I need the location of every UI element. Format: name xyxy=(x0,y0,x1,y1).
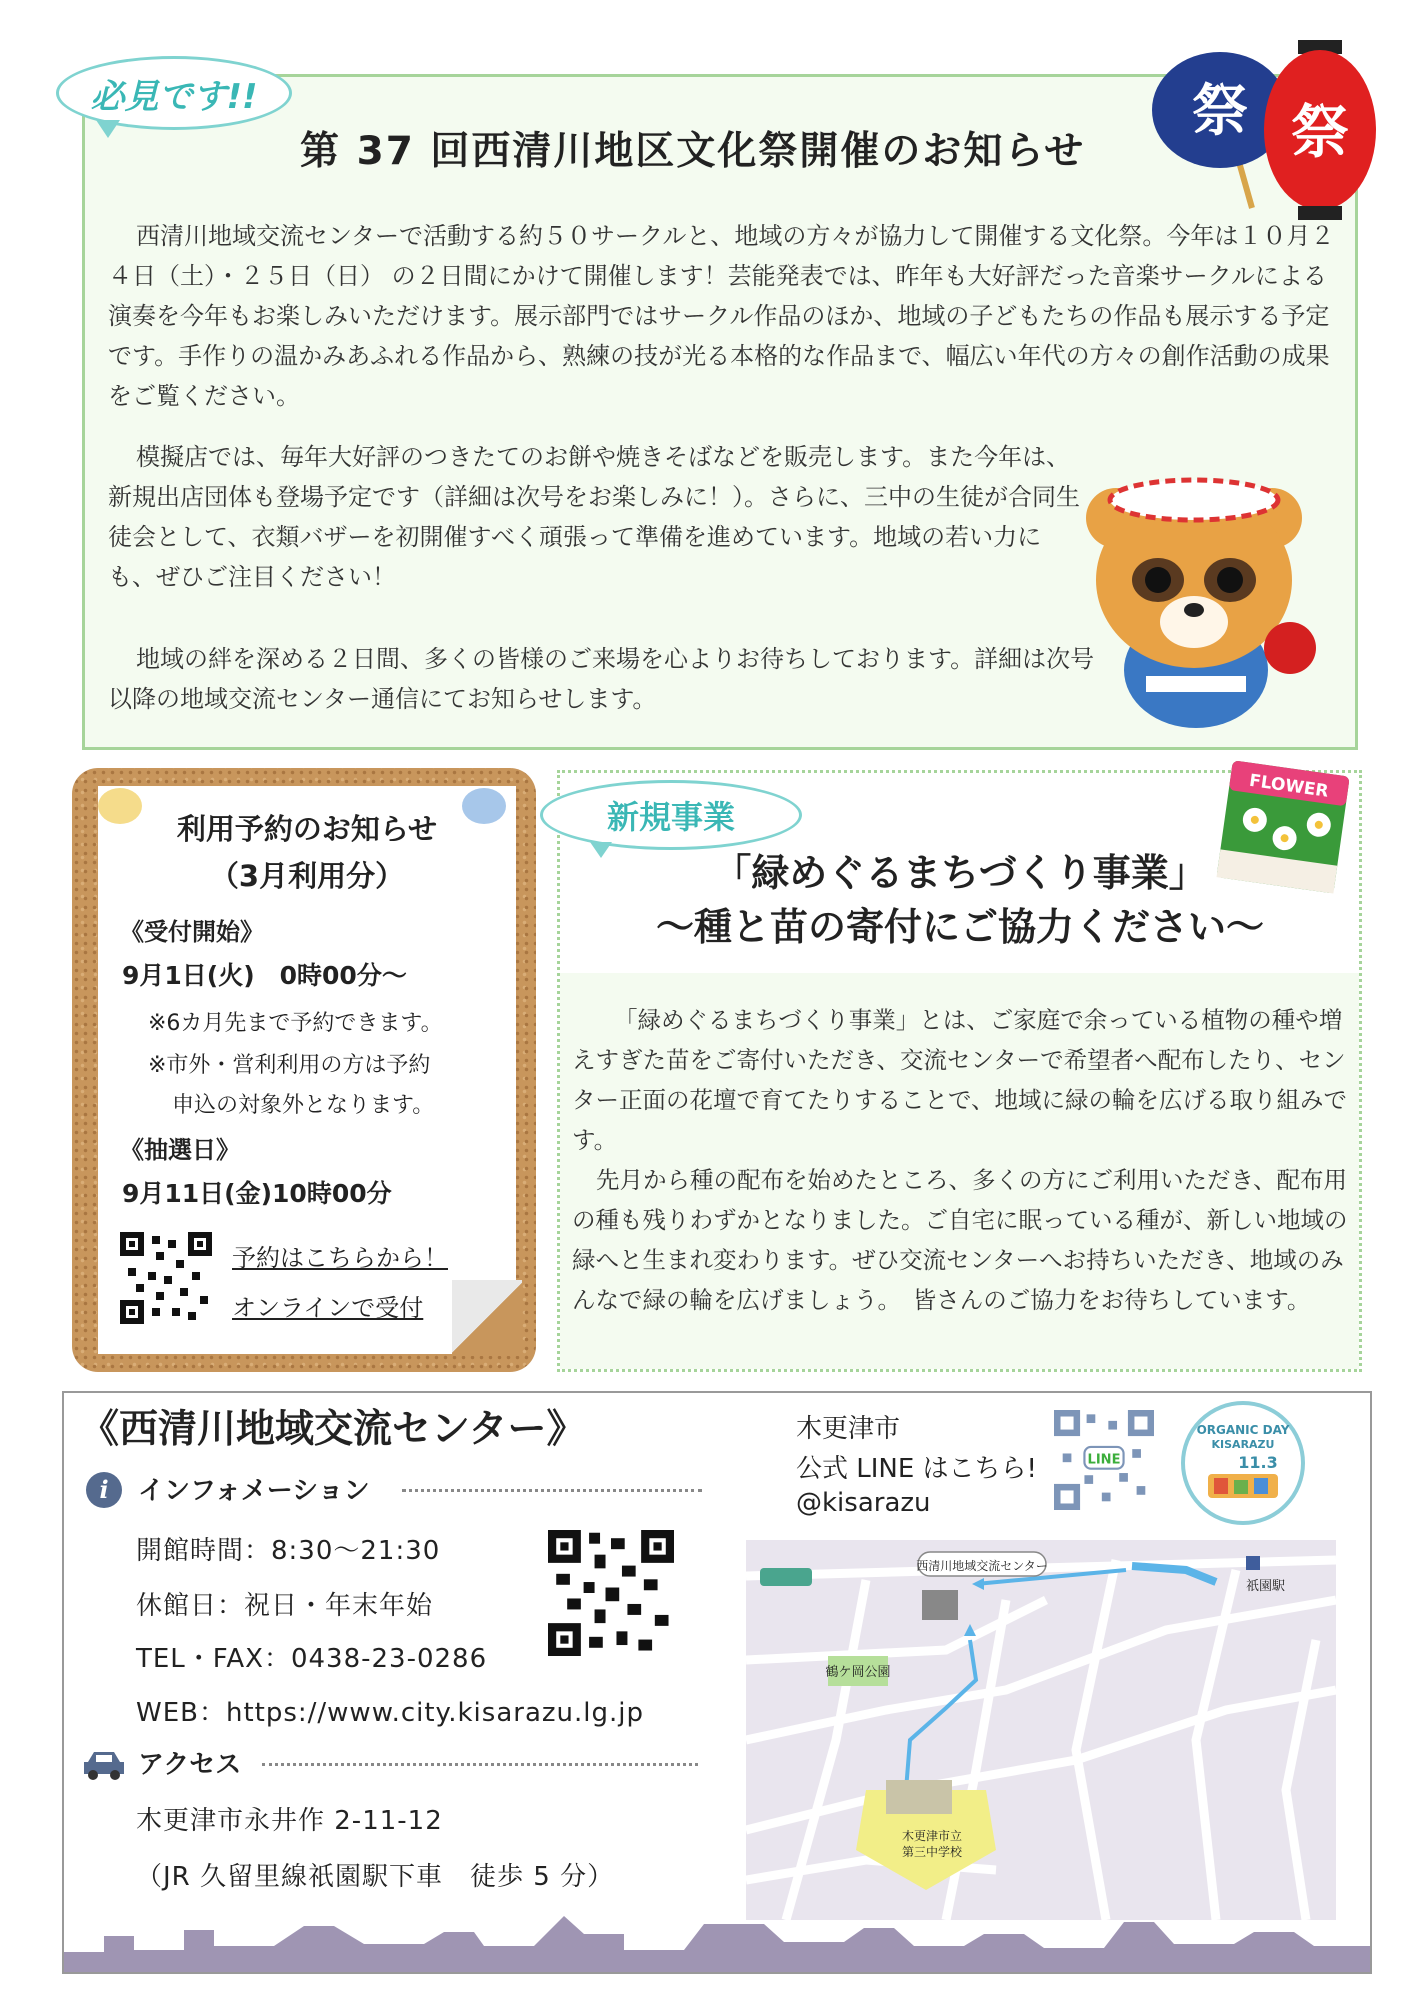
closed-days: 休館日：祝日・年末年始 xyxy=(136,1591,434,1621)
community-center-building-icon xyxy=(922,1590,958,1620)
park-label: 鶴ケ岡公園 xyxy=(825,1665,891,1680)
mascot-hand-fan-icon xyxy=(1264,622,1316,674)
mascot-left-eye xyxy=(1145,567,1171,593)
organic-day-line2: KISARAZU xyxy=(1211,1438,1275,1451)
center-map-label: 西清川地域交流センター xyxy=(916,1559,1048,1573)
festival-paragraph-2: 模擬店では、毎年大好評のつきたてのお餅や焼きそばなどを販売します。また今年は、新規出店団体も登場予定です（詳細は次号をお楽しみに！）。さらに、三中の生徒が合同生徒会として、衣類バザーを初開催すべく頑張って準備を進めています。地域の若い力にも、ぜひご注目ください！ xyxy=(108,443,1080,591)
center-address: 木更津市永井作 2-11-12 xyxy=(136,1806,443,1836)
organic-day-logo xyxy=(1180,1400,1306,1526)
flower-seed-packet-illustration xyxy=(1214,758,1354,898)
center-directions: （JR 久留里線祇園駅下車 徒歩 5 分） xyxy=(136,1862,615,1892)
line-official-account: 公式 LINE はこちら! xyxy=(796,1454,1037,1484)
center-qr-code[interactable] xyxy=(548,1530,674,1656)
station-icon xyxy=(1246,1556,1260,1570)
line-qr-label: LINE xyxy=(1087,1452,1121,1468)
mascot-belt xyxy=(1146,676,1246,692)
reservation-title-block xyxy=(98,806,516,900)
note-page-curl xyxy=(452,1280,522,1356)
new-project-badge: 新規事業 xyxy=(540,780,802,850)
lantern-character: 祭 xyxy=(1290,98,1350,166)
line-city-name: 木更津市 xyxy=(796,1414,901,1444)
community-center-name: 《西清川地域交流センター》 xyxy=(80,1407,586,1452)
access-divider xyxy=(262,1763,698,1766)
mascot-right-eye xyxy=(1217,567,1243,593)
school-building-icon xyxy=(886,1780,952,1814)
reservation-note-2: ※市外・営利利用の方は予約 xyxy=(148,1053,431,1078)
must-see-badge-tail xyxy=(96,120,120,138)
access-heading: アクセス xyxy=(138,1750,242,1780)
reservation-start-label: 《受付開始》 xyxy=(120,918,264,946)
info-icon: i xyxy=(86,1472,122,1508)
must-see-badge: 必見です!! xyxy=(56,56,292,130)
lottery-label: 《抽選日》 xyxy=(120,1136,240,1164)
train-icon xyxy=(760,1568,812,1586)
seed-packet-label: FLOWER xyxy=(1247,770,1330,802)
information-heading: インフォメーション xyxy=(138,1476,370,1506)
fan-character: 祭 xyxy=(1192,79,1248,144)
station-label: 祇園駅 xyxy=(1246,1579,1286,1594)
festival-fan-lantern-illustration xyxy=(1140,40,1380,230)
online-booking-link[interactable]: オンラインで受付 xyxy=(232,1294,424,1322)
festival-title: 第 37 回西清川地区文化祭開催のお知らせ xyxy=(300,129,1086,174)
green-project-title: 「緑めぐるまちづくり事業」 xyxy=(713,851,1207,895)
festival-paragraph-1: 西清川地域交流センターで活動する約５０サークルと、地域の方々が協力して開催する文化祭。今年は１０月２４日（土）・２５日（日） の２日間にかけて開催します！芸能発表では、昨年も大好評だった音楽サークルによる演奏を今年もお楽しみいただけます。展示部門ではサークル作品のほか、地域の子どもたちの作品も展示する予定です。手作りの温かみあふれる作品から、熟練の技が光る本格的な作品まで、幅広い年代の方々の創作活動の成果をご覧ください。 xyxy=(108,222,1335,410)
organic-day-line1: ORGANIC DAY xyxy=(1196,1423,1290,1437)
phone-fax: TEL・FAX：0438-23-0286 xyxy=(136,1644,488,1674)
reservation-link[interactable]: 予約はこちらから！ xyxy=(232,1244,448,1272)
green-project-paragraph-2: 先月から種の配布を始めたところ、多くの方にご利用いただき、配布用の種も残りわずかとなりました。ご自宅に眠っている種が、新しい地域の緑へと生まれ変わります。ぜひ交流センターへお持ちいただき、地域のみんなで緑の輪を広げましょう。 皆さんのご協力をお待ちしています。 xyxy=(572,1166,1348,1314)
green-project-paragraph-1: 「緑めぐるまちづくり事業」とは、ご家庭で余っている植物の種や増えすぎた苗をご寄付いただき、交流センターで希望者へ配布したり、センター正面の花壇で育てたりすることで、地域に緑の輪を広げる取り組みです。 xyxy=(572,1006,1348,1154)
line-qr-code[interactable] xyxy=(1054,1410,1154,1510)
organic-day-date: 11.3 xyxy=(1238,1453,1278,1472)
reservation-note-1: ※6カ月先まで予約できます。 xyxy=(148,1011,443,1036)
mascot-headband xyxy=(1110,480,1278,520)
mascot-nose xyxy=(1184,603,1204,617)
website-url[interactable]: WEB：https://www.city.kisarazu.lg.jp xyxy=(136,1698,644,1728)
line-handle: @kisarazu xyxy=(796,1488,931,1518)
school-label-line1: 木更津市立 xyxy=(901,1829,963,1843)
reservation-qr-code[interactable] xyxy=(120,1232,212,1324)
festival-paragraph-3: 地域の絆を深める２日間、多くの皆様のご来場を心よりお待ちしております。詳細は次号以降の地域交流センター通信にてお知らせします。 xyxy=(108,645,1095,713)
reservation-title: 利用予約のお知らせ xyxy=(176,812,438,846)
reservation-start-datetime: 9月1日(火) 0時00分～ xyxy=(122,961,407,990)
city-skyline-decoration xyxy=(64,1906,1370,1972)
school-label-line2: 第三中学校 xyxy=(901,1845,963,1859)
green-project-subtitle: ～種と苗の寄付にご協力ください～ xyxy=(655,905,1264,949)
reservation-subtitle: （3月利用分） xyxy=(209,859,405,893)
skyline-silhouette xyxy=(64,1906,1370,1972)
information-divider xyxy=(402,1489,702,1492)
car-icon xyxy=(82,1748,126,1782)
lottery-datetime: 9月11日(金)10時00分 xyxy=(122,1179,392,1208)
reservation-note-3: 申込の対象外となります。 xyxy=(172,1093,435,1118)
opening-hours: 開館時間：8:30～21:30 xyxy=(136,1536,441,1566)
raccoon-mascot-illustration xyxy=(1076,430,1316,740)
access-map xyxy=(746,1540,1336,1920)
